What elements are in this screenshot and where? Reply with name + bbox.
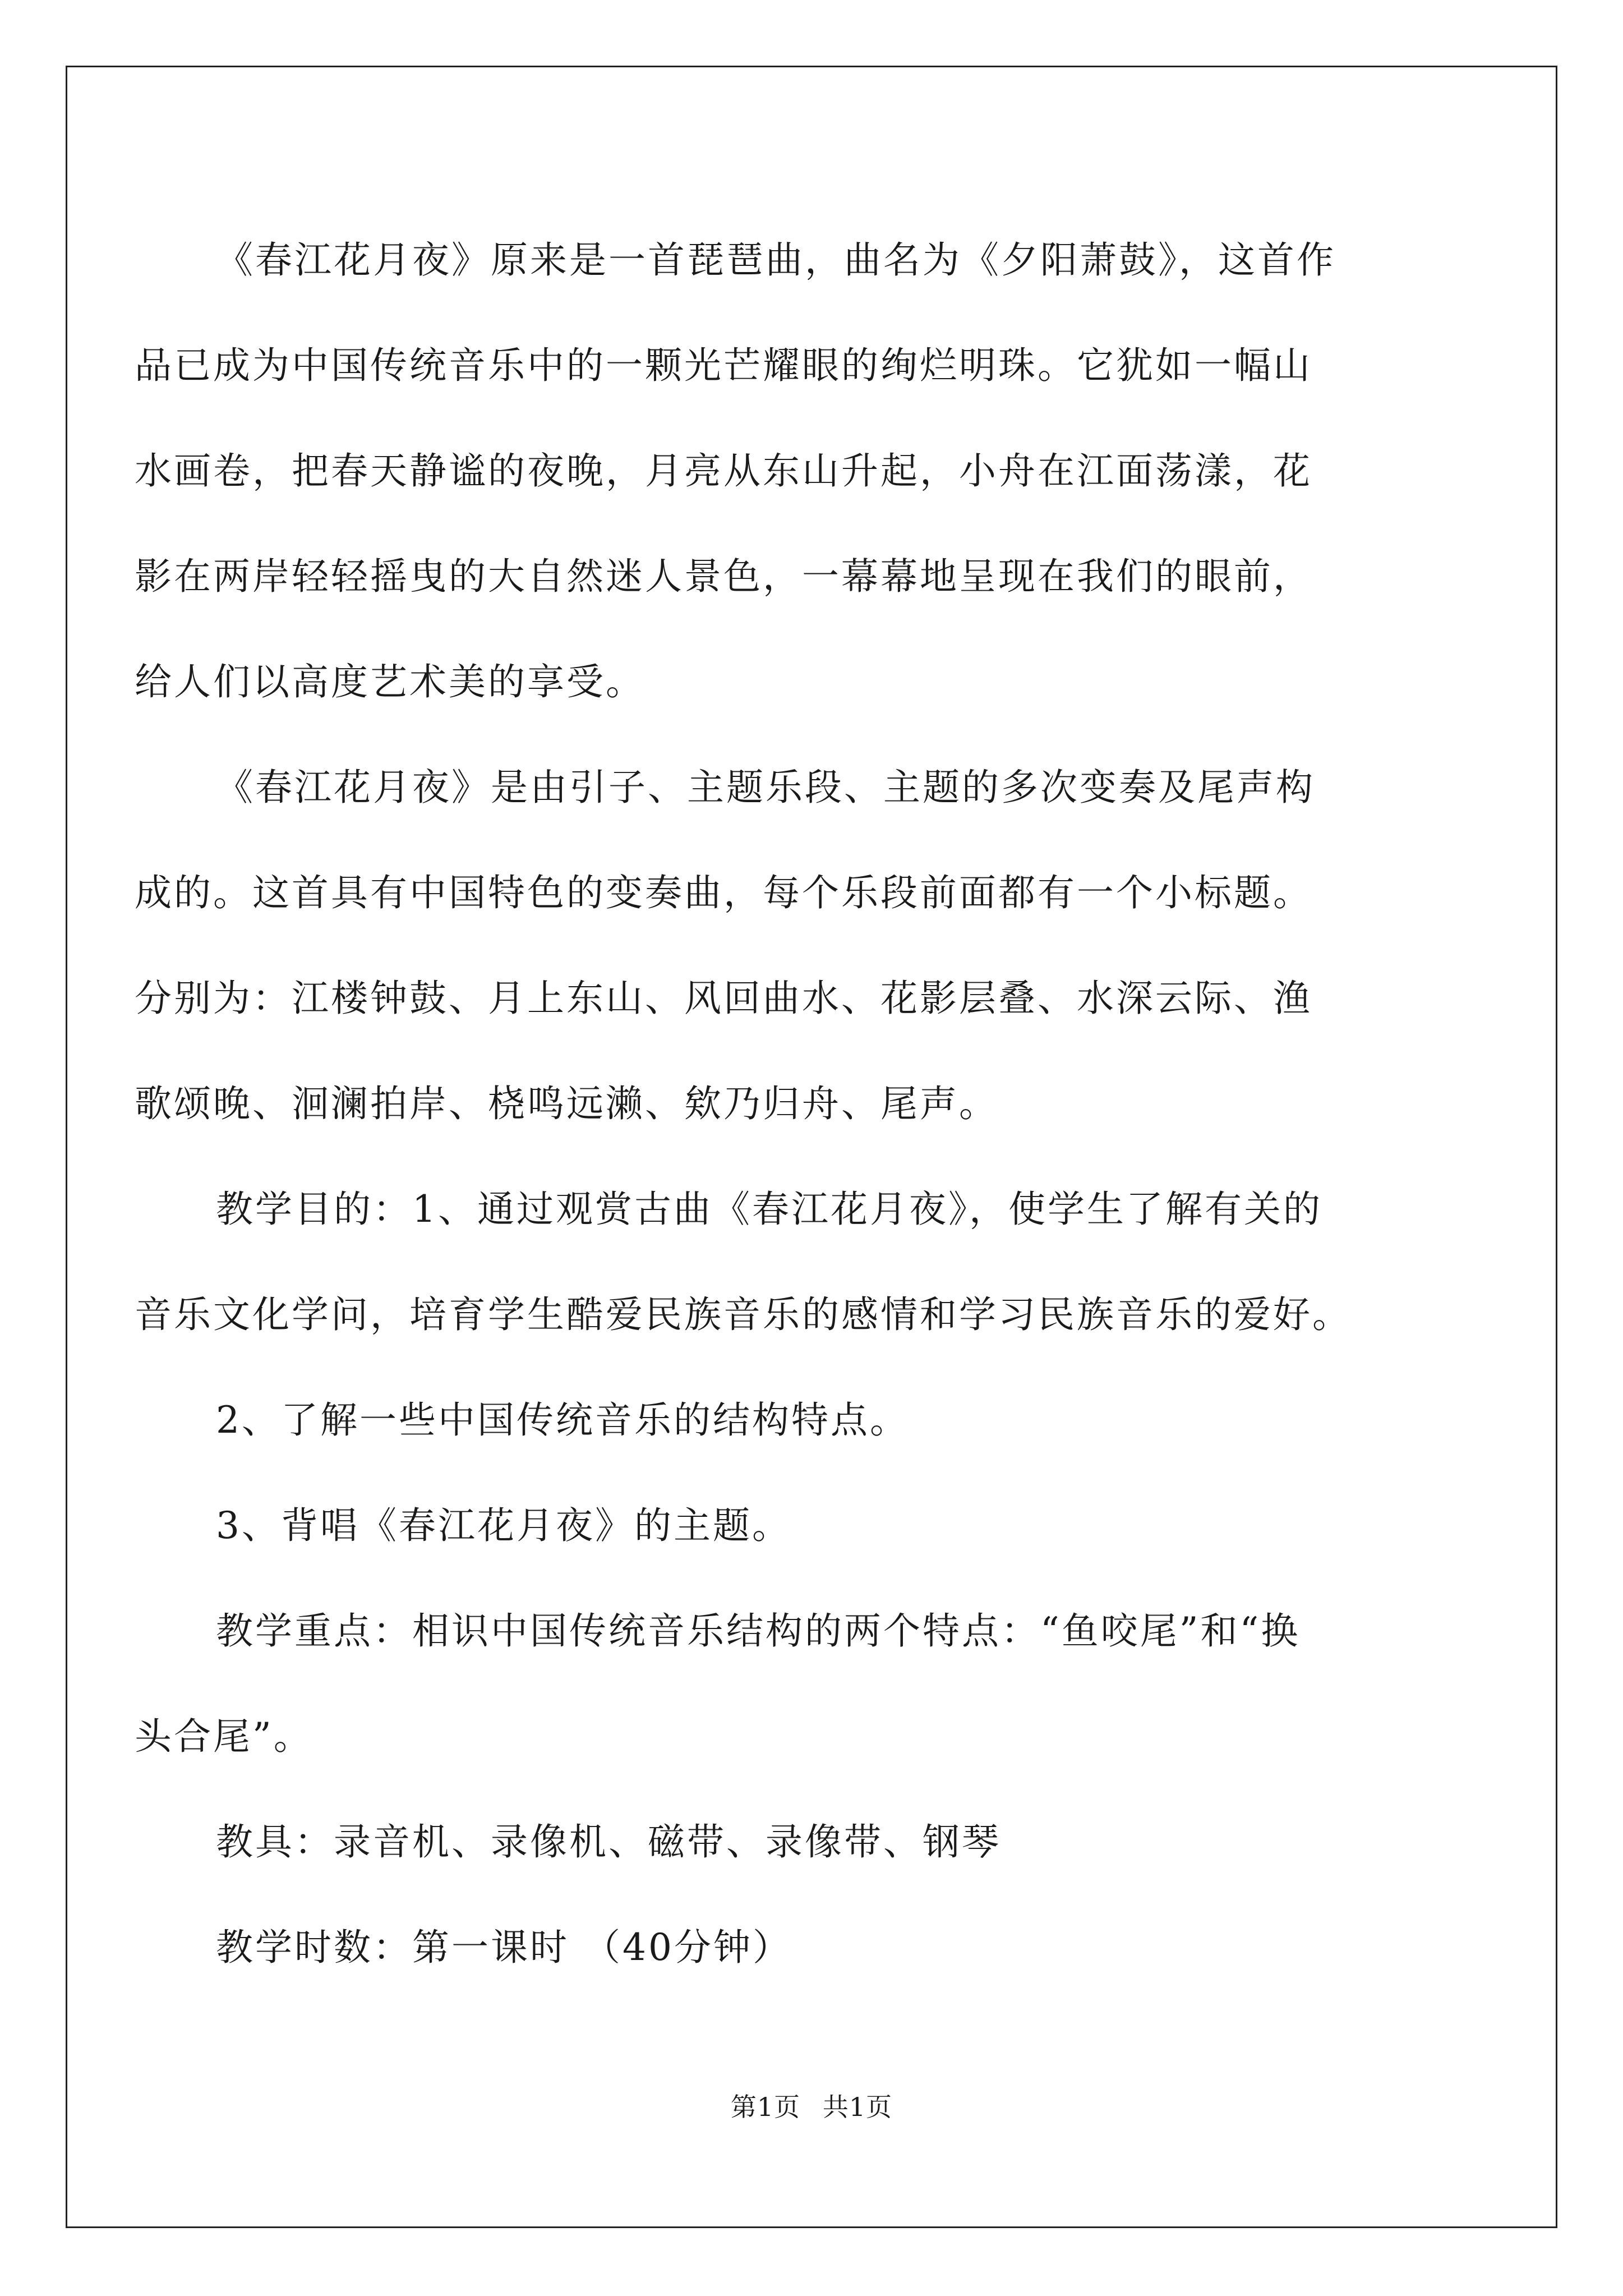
- text-line: 教学重点：相识中国传统音乐结构的两个特点：“鱼咬尾”和“换: [216, 1609, 1301, 1653]
- document-body: [135, 208, 1497, 2000]
- text-line: 3、背唱《春江花月夜》的主题。: [216, 1504, 791, 1547]
- text-line: 音乐文化学问，培育学生酷爱民族音乐的感情和学习民族音乐的爱好。: [135, 1293, 1352, 1336]
- text-line: 《春江花月夜》是由引子、主题乐段、主题的多次变奏及尾声构: [216, 766, 1315, 809]
- text-line: 品已成为中国传统音乐中的一颗光芒耀眼的绚烂明珠。它犹如一幅山: [135, 344, 1312, 387]
- text-line: 给人们以高度艺术美的享受。: [135, 660, 645, 703]
- text-line: 成的。这首具有中国特色的变奏曲，每个乐段前面都有一个小标题。: [135, 871, 1312, 914]
- text-line: 教具：录音机、录像机、磁带、录像带、钢琴: [216, 1820, 1001, 1864]
- text-line: 2、了解一些中国传统音乐的结构特点。: [216, 1398, 909, 1442]
- text-line: 《春江花月夜》原来是一首琵琶曲，曲名为《夕阳萧鼓》，这首作: [216, 238, 1336, 282]
- text-line: 歌颂晚、洄澜拍岸、桡鸣远濑、欸乃归舟、尾声。: [135, 1082, 998, 1125]
- text-line: 水画卷，把春天静谧的夜晚，月亮从东山升起，小舟在江面荡漾，花: [135, 449, 1312, 493]
- page-footer: [0, 2087, 1623, 2124]
- text-line: 教学时数：第一课时 （40分钟）: [216, 1926, 792, 1969]
- page-number: 第1页: [730, 2092, 801, 2122]
- text-line: 头合尾”。: [135, 1715, 313, 1758]
- page-total: 共1页: [822, 2092, 893, 2122]
- text-line: 分别为：江楼钟鼓、月上东山、风回曲水、花影层叠、水深云际、渔: [135, 977, 1312, 1020]
- text-line: 影在两岸轻轻摇曳的大自然迷人景色，一幕幕地呈现在我们的眼前，: [135, 555, 1312, 598]
- text-line: 教学目的：1、通过观赏古曲《春江花月夜》，使学生了解有关的: [216, 1188, 1322, 1231]
